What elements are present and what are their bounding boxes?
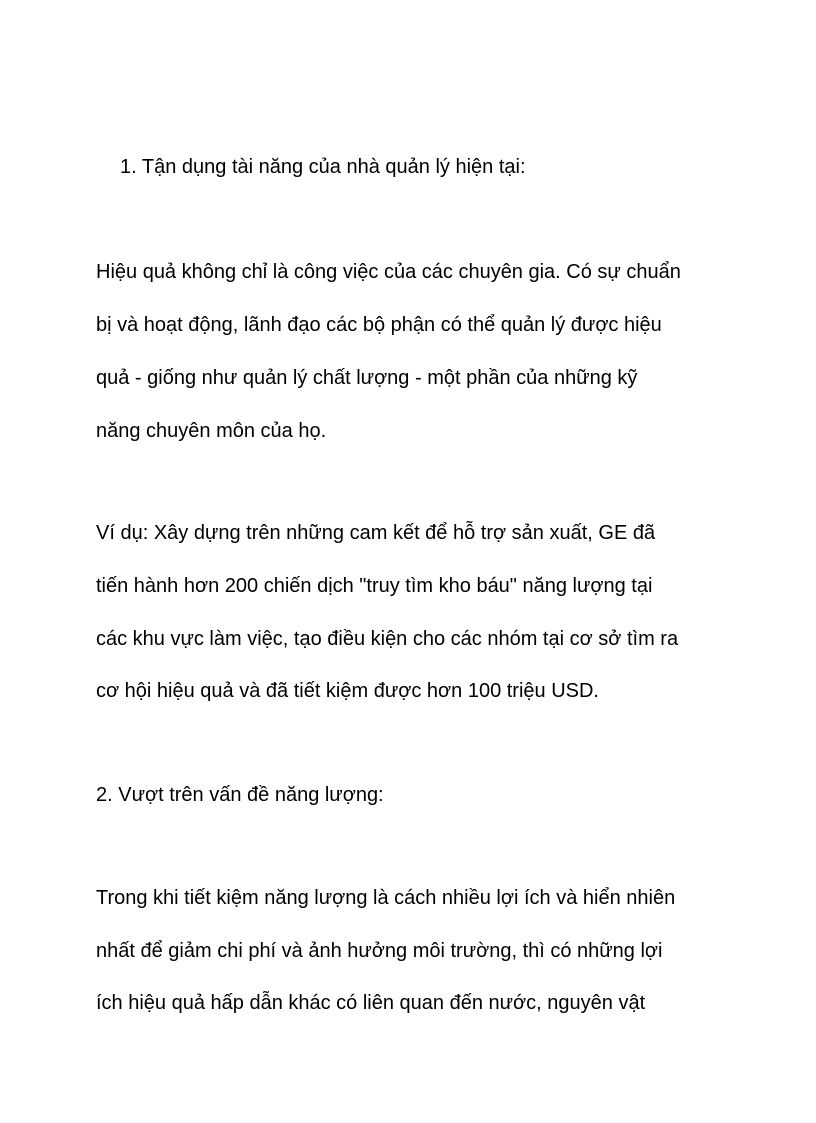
section-1-paragraph-2-line-4: cơ hội hiệu quả và đã tiết kiệm được hơn 100 triệu USD.	[96, 680, 599, 702]
section-2-paragraph-1-line-2: nhất để giảm chi phí và ảnh hưởng môi trường, thì có những lợi	[96, 940, 663, 962]
section-2-paragraph-1-line-1: Trong khi tiết kiệm năng lượng là cách nhiều lợi ích và hiển nhiên	[96, 887, 676, 909]
section-1-heading: 1. Tận dụng tài năng của nhà quản lý hiện tại:	[120, 156, 526, 178]
section-1-paragraph-1-line-1: Hiệu quả không chỉ là công việc của các chuyên gia. Có sự chuẩn	[96, 261, 681, 283]
section-1-paragraph-1-line-4: năng chuyên môn của họ.	[96, 420, 327, 442]
section-1-paragraph-1-line-2: bị và hoạt động, lãnh đạo các bộ phận có thể quản lý được hiệu	[96, 314, 662, 336]
section-1-paragraph-2-line-3: các khu vực làm việc, tạo điều kiện cho các nhóm tại cơ sở tìm ra	[96, 628, 679, 650]
section-2-paragraph-1-line-3: ích hiệu quả hấp dẫn khác có liên quan đến nước, nguyên vật	[96, 992, 646, 1014]
section-2-heading: 2. Vượt trên vấn đề năng lượng:	[96, 784, 384, 806]
section-1-paragraph-2-line-1: Ví dụ: Xây dựng trên những cam kết để hỗ trợ sản xuất, GE đã	[96, 522, 656, 544]
section-1-paragraph-1-line-3: quả - giống như quản lý chất lượng - một phần của những kỹ	[96, 367, 638, 389]
section-1-paragraph-2-line-2: tiến hành hơn 200 chiến dịch "truy tìm kho báu" năng lượng tại	[96, 575, 653, 597]
